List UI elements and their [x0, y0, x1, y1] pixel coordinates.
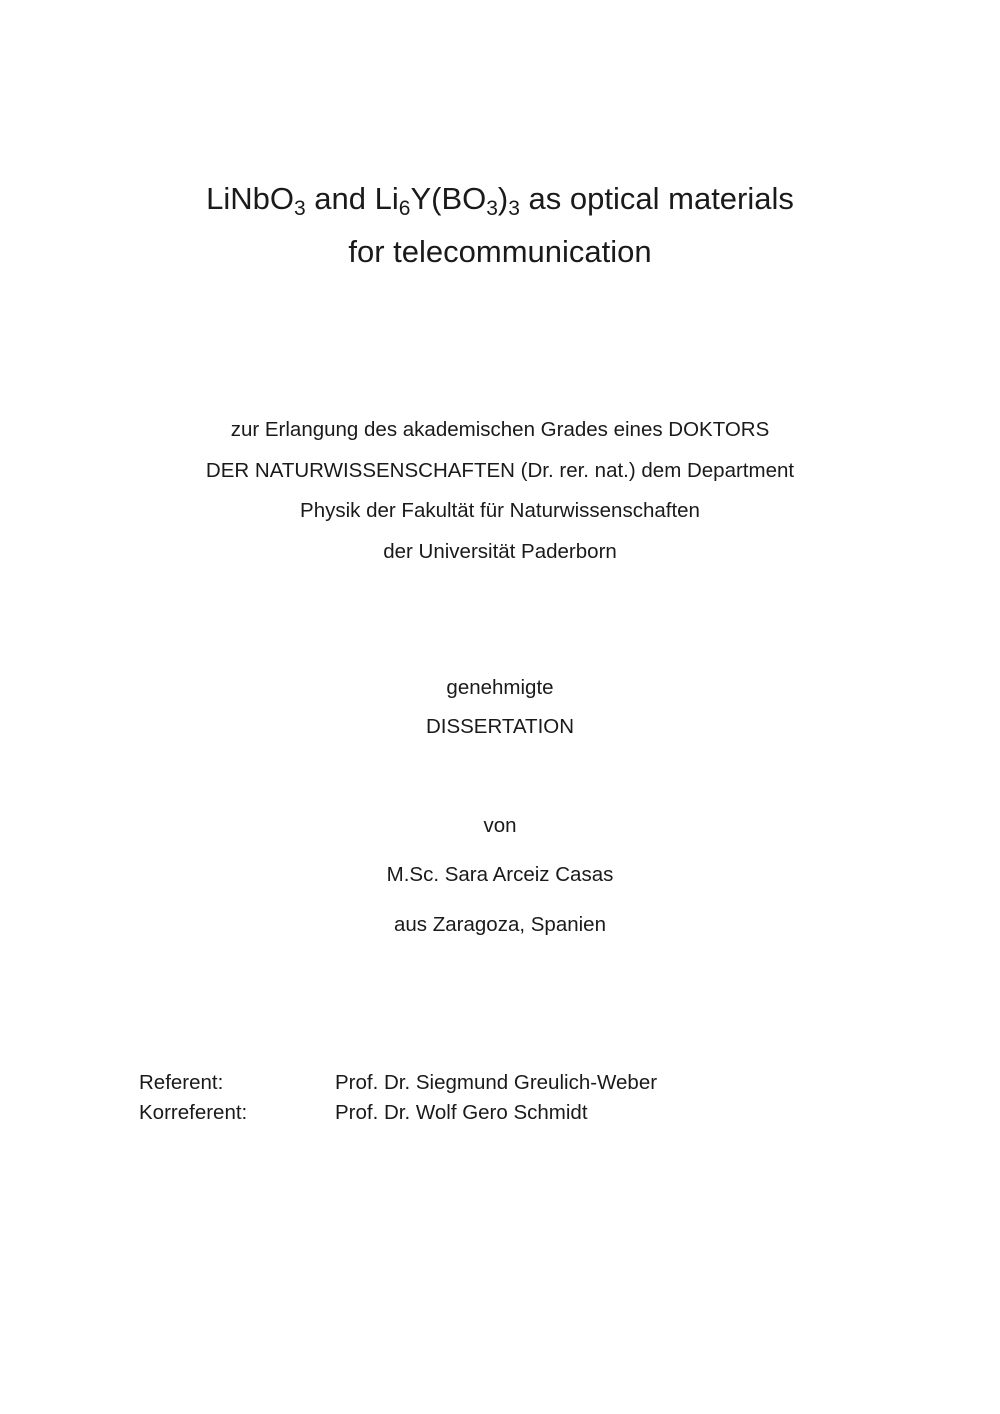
- purpose-line: Physik der Fakultät für Naturwissenschaften: [300, 499, 700, 522]
- purpose-line: DER NATURWISSENSCHAFTEN (Dr. rer. nat.) dem Department: [205, 458, 795, 482]
- referee-name: Prof. Dr. Siegmund Greulich-Weber: [335, 1071, 658, 1094]
- referee-row: [139, 1068, 657, 1098]
- referee-role: Korreferent:: [139, 1101, 248, 1124]
- approval-line-1: genehmigte: [446, 676, 554, 699]
- purpose-line: der Universität Paderborn: [383, 539, 617, 563]
- by-label: von: [483, 814, 517, 837]
- author-origin: aus Zaragoza, Spanien: [394, 913, 606, 936]
- thesis-title: [0, 172, 1000, 278]
- thesis-title-line-2: for telecommunication: [348, 234, 652, 269]
- purpose-line: zur Erlangung des akademischen Grades eines DOKTORS: [230, 418, 770, 441]
- author-name: M.Sc. Sara Arceiz Casas: [386, 863, 614, 886]
- referee-role: Referent:: [139, 1071, 224, 1094]
- referee-row: [139, 1098, 657, 1128]
- thesis-title-line-1: LiNbO$_3$ and $Li_6Y(BO_3)_3$ as optical materials: [206, 181, 794, 220]
- referee-name: Prof. Dr. Wolf Gero Schmidt: [335, 1101, 588, 1124]
- degree-purpose: [0, 410, 1000, 572]
- approval-line-2: DISSERTATION: [425, 715, 575, 738]
- referees-list: [139, 1068, 657, 1128]
- approval-statement: [0, 668, 1000, 746]
